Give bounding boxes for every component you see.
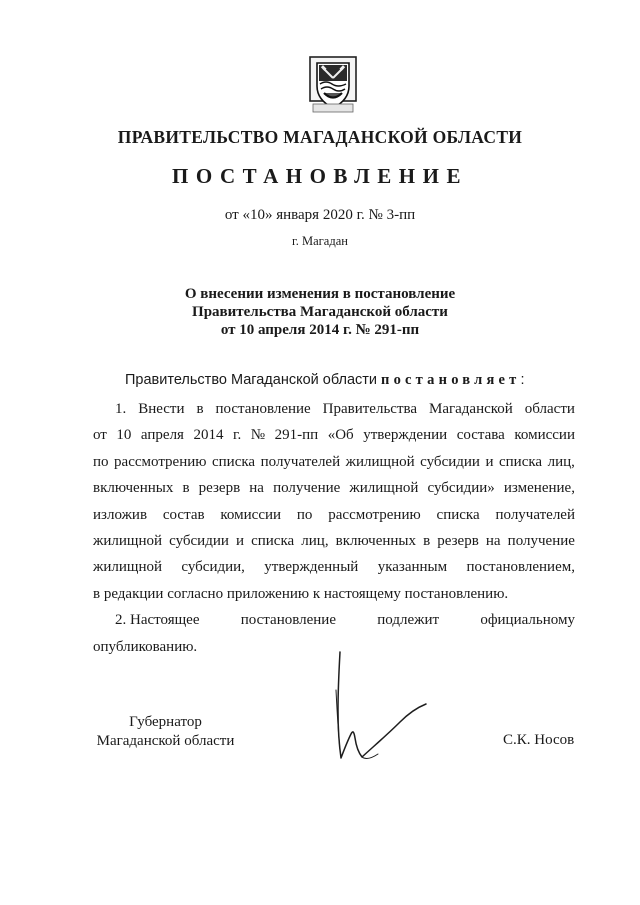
body-word: официальному [480,612,575,629]
body-word: постановление [240,612,336,629]
body-line [93,475,575,501]
body-word: по [296,506,313,523]
body-line [93,554,575,580]
signer-position-line: Губернатор [129,714,202,730]
body-word: в [196,401,204,417]
handwritten-signature [322,650,434,768]
body-word: лиц, [547,453,575,470]
document-date-number: от «10» января 2020 г. № 3-пп [224,207,416,223]
body-word: утверждении [363,427,448,444]
coat-of-arms-icon [309,56,357,116]
subject-line: О внесении изменения в постановление [184,286,456,302]
body-word: жилищной [349,480,419,497]
body-word: жилищной [93,559,163,576]
body-line: в редакции согласно приложению к настоящему постановлению. [93,585,509,602]
body-word: рассмотрению [328,506,421,523]
body-word: получателей [260,453,341,470]
body-word: субсидии, [181,559,245,576]
body-word: области [524,401,575,417]
resolution-body [93,396,575,660]
body-word: комиссии [514,427,575,444]
body-line [93,502,575,528]
body-word: включенных [335,532,416,549]
signer-position [93,713,238,751]
body-word: резерв [198,480,241,497]
body-word: и [235,532,244,549]
subject-line: Правительства Магаданской области [192,304,448,320]
body-word: состав [162,506,205,523]
body-word: 10 [116,427,132,444]
body-word: № [250,427,266,444]
preamble [125,372,525,389]
body-word: жилищной [345,453,415,470]
body-line [93,396,575,422]
body-word: Магаданской [428,401,513,417]
body-word: субсидии [169,532,229,549]
body-word: в [423,532,431,549]
body-word: апреля [140,427,184,444]
body-word: списка [251,532,295,549]
body-word: субсидии [420,453,480,470]
body-word: г. [233,427,242,444]
signer-position-line: Магаданской области [96,733,235,749]
body-word: подлежит [377,612,440,629]
body-word: списка [436,506,480,523]
preamble-lead: Правительство Магаданской области [125,372,382,388]
body-word: в [182,480,190,497]
body-word: 1. [115,401,127,417]
body-word: получение [273,480,341,497]
document-type-title: ПОСТАНОВЛЕНИЕ [172,164,468,188]
body-word: указанным [377,559,448,576]
body-word: лиц, [301,532,329,549]
body-word: постановлением, [466,559,575,576]
preamble-verb: постановляет [381,372,521,388]
signer-name: С.К. Носов [503,732,575,748]
body-word: получение [507,532,575,549]
body-word: рассмотрению [114,453,207,470]
body-line: опубликованию. [93,638,198,655]
body-word: на [485,532,501,549]
body-word: комиссии [220,506,282,523]
body-word: списка [499,453,543,470]
body-word: на [249,480,264,497]
body-word: от [93,427,107,444]
body-line [93,422,575,448]
body-word: 2014 [193,427,224,444]
document-city: г. Магадан [292,234,348,248]
subject-line: от 10 апреля 2014 г. № 291-пп [220,322,420,338]
body-word: «Об [327,427,354,444]
body-word: постановление [215,401,311,417]
body-word: списка [212,453,256,470]
body-word: утвержденный [264,559,359,576]
body-word: жилищной [93,532,163,549]
body-word: резерв [437,532,479,549]
body-line [93,449,575,475]
body-word: Правительства [322,401,418,417]
body-word: изложив [93,506,148,523]
body-word: включенных [93,480,174,497]
body-line [93,607,575,633]
government-name: ПРАВИТЕЛЬСТВО МАГАДАНСКОЙ ОБЛАСТИ [117,127,523,147]
body-word: изменение, [503,480,575,497]
body-word: Внести [138,401,185,417]
body-word: 2. Настоящее [115,612,200,629]
preamble-colon: : [520,372,525,388]
body-word: состава [456,427,505,444]
body-line [93,528,575,554]
body-word: 291-пп [274,427,319,444]
document-subject [0,285,640,339]
body-word: и [485,453,494,470]
body-word: по [93,453,109,470]
body-word: субсидии» [427,480,495,497]
body-word: получателей [495,506,575,523]
